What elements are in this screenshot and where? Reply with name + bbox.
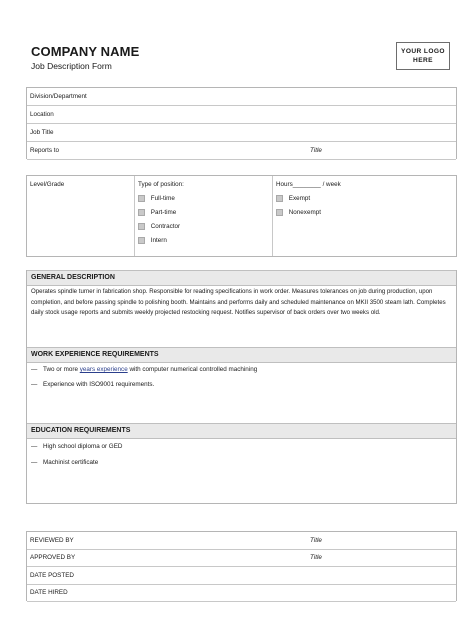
info-row-job-title[interactable] [27,124,456,142]
checkbox-icon [138,195,145,202]
hours-per-week-field[interactable]: Hours________ / week [276,181,341,188]
info-row-label: Location [30,111,54,118]
general-description-heading [27,270,456,286]
general-description-text[interactable]: Operates spindle turner in fabrication shop. Responsible for reading specifications in work order. Measures tolerances on job during production, upon completion, and before passing spindle to polishing booth. Maintains and performs daily and scheduled maintenance on MKII 3500 steam lath. Completes daily stock usage reports and submits weekly projected restocking request. Notifies supervisor of back orders over two weeks old. [31,288,446,317]
column-divider [134,176,135,256]
info-table [26,87,457,159]
signoff-title: Title [310,537,322,544]
checkbox-label: Exempt [288,195,311,203]
signoff-label: APPROVED BY [30,554,76,561]
description-block [26,270,457,504]
info-row-label: Job Title [30,129,54,136]
level-grade-label: Level/Grade [30,181,65,188]
type-of-position-label: Type of position: [138,181,184,188]
info-row-location[interactable] [27,106,456,124]
requirement-text: Two or more [43,366,80,373]
work-requirement-item[interactable] [31,366,257,373]
checkbox-icon [276,209,283,216]
checkbox-nonexempt[interactable] [276,209,321,216]
info-row-title: Title [310,147,322,154]
checkbox-label: Contractor [150,223,181,231]
education-heading [27,423,456,439]
info-row-label: Reports to [30,147,60,154]
requirement-link[interactable]: years experience [79,366,128,373]
checkbox-label: Full-time [150,195,175,203]
section-heading-text: GENERAL DESCRIPTION [31,274,115,281]
requirement-text: Machinist certificate [43,459,99,466]
dash-bullet: — [31,443,38,450]
checkbox-exempt[interactable] [276,195,310,202]
requirement-text: High school diploma or GED [43,443,123,450]
logo-text-line1: YOUR LOGO [401,48,445,55]
dash-bullet: — [31,459,38,466]
requirement-text: Experience with ISO9001 requirements. [43,381,155,388]
work-experience-heading [27,347,456,363]
checkbox-label: Part-time [150,209,177,217]
checkbox-contractor[interactable] [138,223,180,230]
signoff-row-date-hired[interactable] [27,584,456,602]
checkbox-label: Intern [150,237,167,245]
signoff-row-date-posted[interactable] [27,567,456,585]
info-row-division[interactable] [27,88,456,106]
checkbox-intern[interactable] [138,237,167,244]
signoff-row-approved-by[interactable] [27,549,456,567]
checkbox-icon [276,195,283,202]
dash-bullet: — [31,366,38,373]
logo-text-line2: HERE [413,57,433,64]
signoff-title: Title [310,554,322,561]
checkbox-icon [138,223,145,230]
checkbox-full-time[interactable] [138,195,175,202]
section-heading-text: WORK EXPERIENCE REQUIREMENTS [31,351,159,358]
company-name: COMPANY NAME [31,44,140,59]
column-divider [272,176,273,256]
logo-placeholder [396,42,450,70]
section-heading-text: EDUCATION REQUIREMENTS [31,427,131,434]
info-row-label: Division/Department [30,93,87,100]
form-title: Job Description Form [31,61,112,71]
signoff-row-reviewed-by[interactable] [27,532,456,550]
info-row-reports-to[interactable] [27,142,456,160]
checkbox-label: Nonexempt [288,209,321,217]
checkbox-part-time[interactable] [138,209,176,216]
signoff-label: DATE HIRED [30,589,68,596]
education-requirement-item[interactable] [31,459,98,466]
checkbox-icon [138,237,145,244]
signoff-label: REVIEWED BY [30,537,74,544]
dash-bullet: — [31,381,38,388]
work-requirement-item[interactable] [31,381,154,388]
checkbox-icon [138,209,145,216]
education-requirement-item[interactable] [31,443,122,450]
signoff-label: DATE POSTED [30,572,74,579]
signoff-table [26,531,457,601]
position-table [26,175,457,257]
requirement-text: with computer numerical controlled machining [127,366,258,373]
